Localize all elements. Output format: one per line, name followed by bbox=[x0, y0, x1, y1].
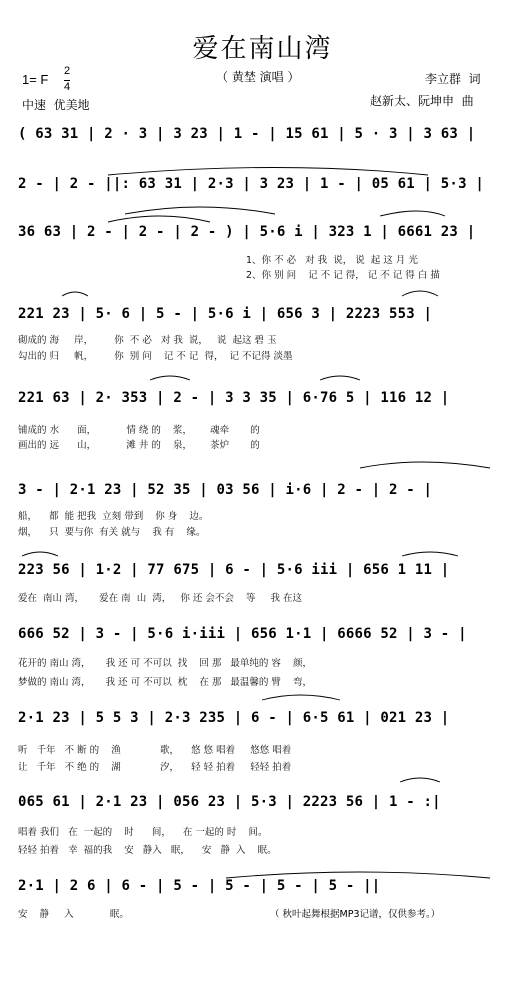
lyric-line: 1、你 不 必 对 我 说， 说 起 这 月 光 bbox=[246, 255, 418, 266]
key-signature: 1= F bbox=[22, 72, 49, 87]
tempo-marking: 中速 优美地 bbox=[22, 98, 90, 112]
score-row: 223 56 | 1·2 | 77 675 | 6 - | 5·6 iii | 656 1 11 | bbox=[18, 562, 450, 578]
score-row: 666 52 | 3 - | 5·6 i·iii | 656 1·1 | 6666 52 | 3 - | bbox=[18, 626, 467, 642]
score-row: 2 - | 2 - ||: 63 31 | 2·3 | 3 23 | 1 - | 05 61 | 5·3 | bbox=[18, 176, 484, 192]
lyric-line: 2、你 别 问 记 不 记 得， 记 不 记 得 白 描 bbox=[246, 270, 440, 281]
score-row: 221 23 | 5· 6 | 5 - | 5·6 i | 656 3 | 2223 553 | bbox=[18, 306, 433, 322]
time-signature-top: 2 bbox=[64, 65, 71, 77]
lyric-line: 画出的 远 山， 滩 井 的 泉， 茶炉 的 bbox=[18, 440, 260, 451]
lyric-line: 安 静 入 眠。 bbox=[18, 909, 129, 920]
score-row: 221 63 | 2· 353 | 2 - | 3 3 35 | 6·76 5 | 116 12 | bbox=[18, 390, 450, 406]
lyric-line: 听 千年 不 断 的 渔 歌， 悠 悠 唱着 悠悠 唱着 bbox=[18, 745, 292, 756]
composer-credit: 赵新太、阮坤申 曲 bbox=[370, 94, 474, 108]
footnote: （ 秋叶起舞根据MP3记谱，仅供参考。） bbox=[270, 909, 441, 920]
page-title: 爱在南山湾 bbox=[192, 34, 333, 64]
lyric-line: 船， 都 能 把我 立刻 带到 你 身 边。 bbox=[18, 511, 209, 522]
score-row: 065 61 | 2·1 23 | 056 23 | 5·3 | 2223 56 | 1 - :| bbox=[18, 794, 441, 810]
score-row: 3 - | 2·1 23 | 52 35 | 03 56 | i·6 | 2 - | 2 - | bbox=[18, 482, 433, 498]
score-row: 2·1 23 | 5 5 3 | 2·3 235 | 6 - | 6·5 61 | 021 23 | bbox=[18, 710, 450, 726]
lyric-line: 梦做的 南山 湾， 我 还 可 不可以 枕 在 那 最温馨的 臂 弯， bbox=[18, 677, 312, 688]
lyric-line: 唱着 我们 在 一起的 时 间， 在 一起的 时 间。 bbox=[18, 827, 268, 838]
lyric-line: 轻轻 拍着 幸 福的我 安 静入 眠， 安 静 入 眠。 bbox=[18, 845, 277, 856]
lyric-line: 爱在 南山 湾， 爱在 南 山 湾， 你 还 会不会 等 我 在这 bbox=[18, 593, 303, 604]
lyric-line: 让 千年 不 绝 的 湖 汐， 轻 轻 拍着 轻轻 拍着 bbox=[18, 762, 292, 773]
score-row: ( 63 31 | 2 · 3 | 3 23 | 1 - | 15 61 | 5 · 3 | 3 63 | bbox=[18, 126, 476, 142]
time-signature-bottom: 4 bbox=[64, 81, 71, 93]
lyric-line: 烟， 只 要与你 有关 就与 我 有 缘。 bbox=[18, 527, 206, 538]
lyric-line: 砌成的 海 岸， 你 不 必 对 我 说， 说 起这 碧 玉 bbox=[18, 335, 277, 346]
performer-label: （ 黄埜 演唱 ） bbox=[216, 70, 300, 84]
score-row: 2·1 | 2 6 | 6 - | 5 - | 5 - | 5 - | 5 - || bbox=[18, 878, 381, 894]
score-row: 36 63 | 2 - | 2 - | 2 - ) | 5·6 i | 323 1 | 6661 23 | bbox=[18, 224, 476, 240]
lyricist-credit: 李立群 词 bbox=[425, 72, 481, 86]
lyric-line: 勾出的 归 帆， 你 别 问 记 不 记 得， 记 不记得 淡墨 bbox=[18, 351, 293, 362]
lyric-line: 花开的 南山 湾， 我 还 可 不可以 找 回 那 最单纯的 容 颜， bbox=[18, 658, 312, 669]
lyric-line: 铺成的 水 面， 情 绕 的 浆， 魂牵 的 bbox=[18, 425, 260, 436]
